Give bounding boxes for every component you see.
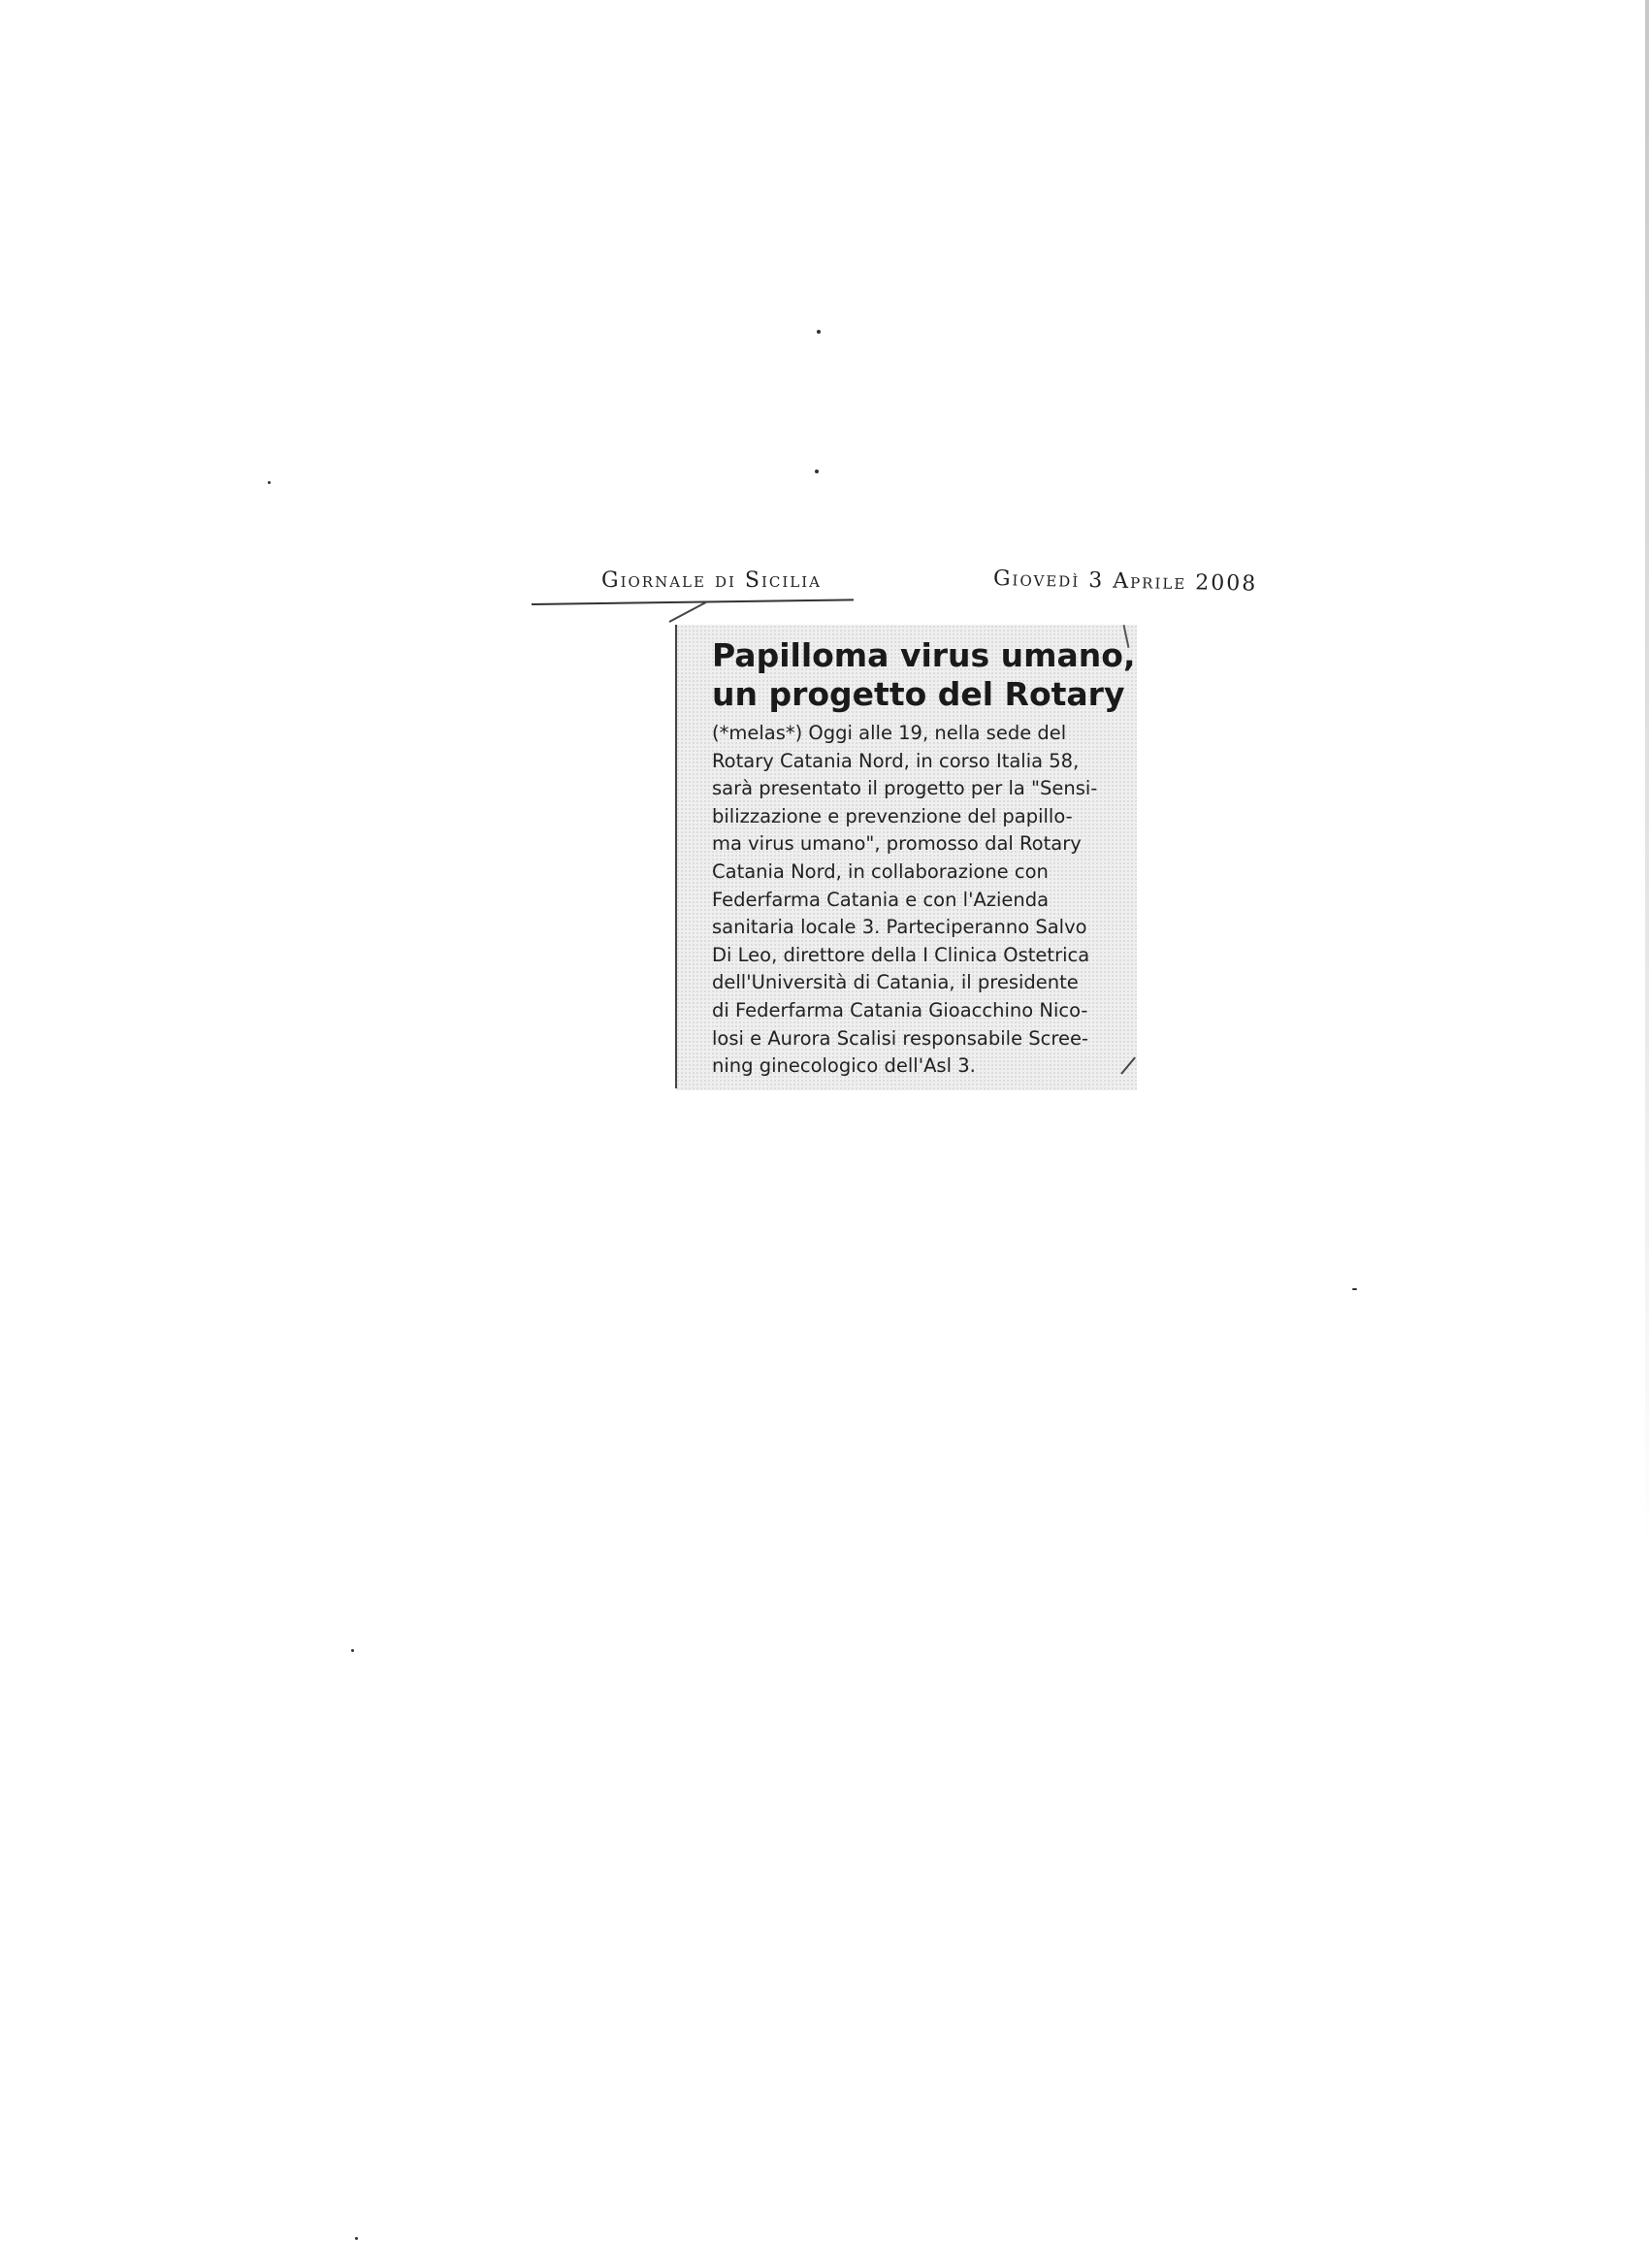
body-line: ma virus umano", promosso dal Rotary — [712, 832, 1082, 856]
body-line: Rotary Catania Nord, in corso Italia 58, — [712, 749, 1080, 772]
body-line: Catania Nord, in collaborazione con — [712, 859, 1049, 883]
issue-date: Giovedì 3 Aprile 2008 — [992, 567, 1258, 597]
body-line: di Federfarma Catania Gioacchino Nico- — [712, 998, 1088, 1021]
article-body — [712, 720, 1139, 1081]
scan-speck — [817, 330, 821, 334]
body-line: ning ginecologico dell'Asl 3. — [712, 1054, 976, 1078]
scan-speck — [815, 470, 819, 473]
headline-line: Papilloma virus umano, — [712, 636, 1136, 674]
scan-speck — [355, 2237, 358, 2240]
scan-speck — [1352, 1288, 1357, 1290]
clipping-cut-mark — [669, 600, 708, 622]
body-line: bilizzazione e prevenzione del papillo- — [712, 804, 1073, 827]
scan-speck — [351, 1649, 354, 1652]
newspaper-name: Giornale di Sicilia — [601, 568, 823, 593]
scan-speck — [268, 481, 271, 484]
header-rule — [532, 599, 854, 605]
body-line: Di Leo, direttore della I Clinica Ostetrica — [712, 943, 1090, 966]
body-line: Federfarma Catania e con l'Azienda — [712, 888, 1050, 911]
body-line: (*melas*) Oggi alle 19, nella sede del — [712, 722, 1067, 744]
body-line: losi e Aurora Scalisi responsabile Scree- — [712, 1026, 1089, 1050]
clipping-left-border — [675, 625, 677, 1088]
scan-edge-shadow — [1645, 0, 1649, 1552]
body-line: sarà presentato il progetto per la "Sensi- — [712, 777, 1098, 800]
headline-line: un progetto del Rotary — [712, 675, 1125, 713]
article-headline — [712, 636, 1139, 714]
body-line: dell'Università di Catania, il presidente — [712, 971, 1079, 994]
body-line: sanitaria locale 3. Parteciperanno Salvo — [712, 916, 1087, 939]
